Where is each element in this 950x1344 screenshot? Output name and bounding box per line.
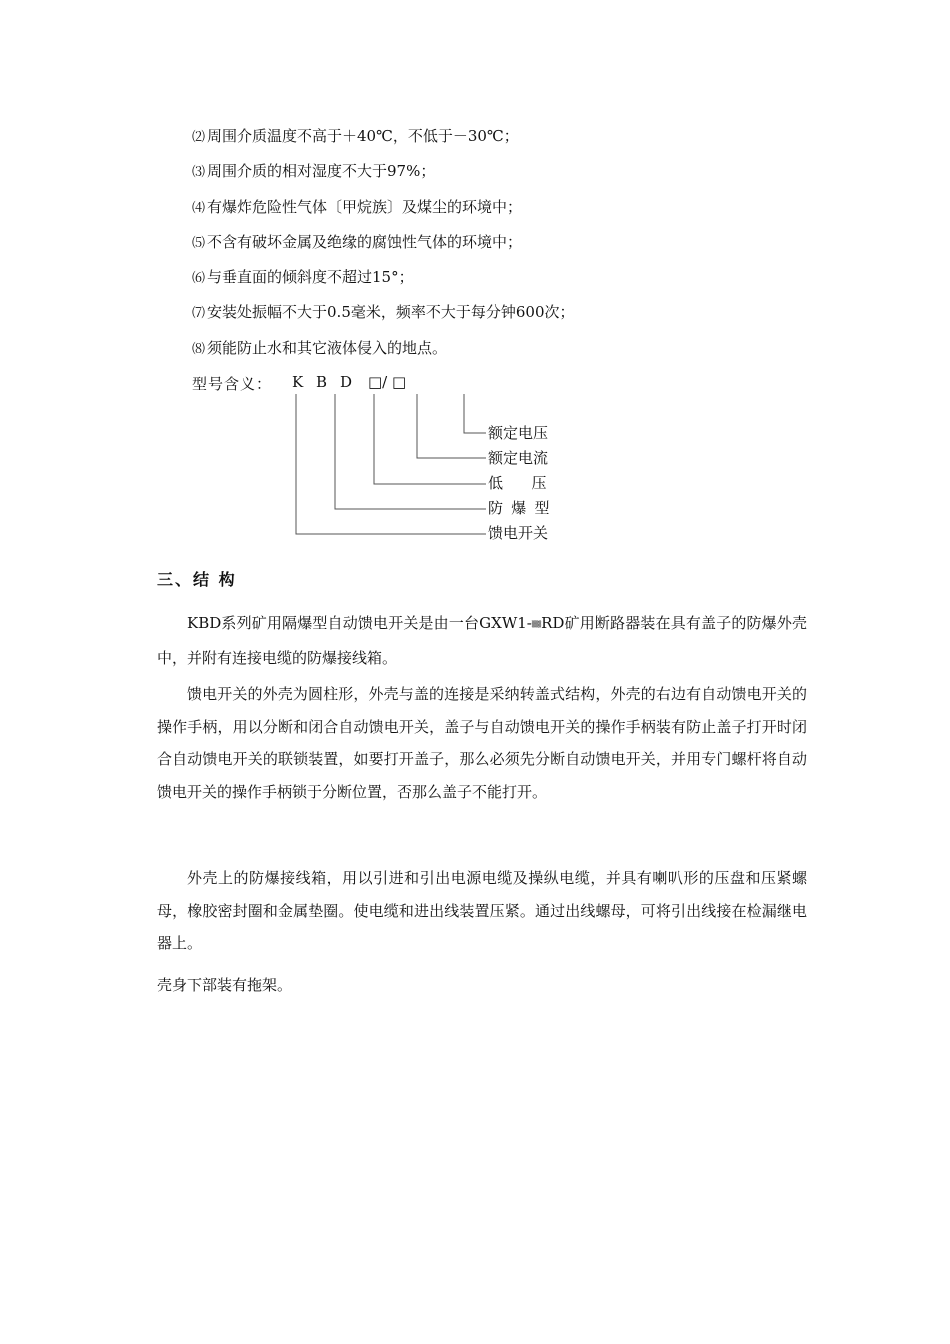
legend-feeder-switch: 馈电开关 (488, 524, 549, 542)
legend-explosion-proof: 防爆型 (488, 499, 558, 517)
model-label: 型号含义： (192, 375, 273, 393)
illegible-superscript: ▒▒ (531, 621, 542, 628)
condition-item: ⑸ 不含有破坏金属及绝缘的腐蚀性气体的环境中； (192, 233, 523, 251)
leader-line-rated-current (417, 394, 486, 458)
legend-low-voltage: 低压 (488, 474, 576, 492)
leader-line-explosion-proof (335, 394, 486, 509)
paragraph: KBD系列矿用隔爆型自动馈电开关是由一台GXW1-▒▒RD矿用断路器装在具有盖子的防爆外壳中，并附有连接电缆的防爆接线箱。 (157, 614, 807, 667)
legend-rated-voltage: 额定电压 (488, 424, 549, 442)
model-code-b: B (316, 373, 328, 391)
condition-item: ⑷ 有爆炸危险性气体〔甲烷族〕及煤尘的环境中； (192, 198, 523, 216)
model-code-d: D (340, 373, 353, 391)
paragraph: 外壳上的防爆接线箱，用以引进和引出电源电缆及操纵电缆，并具有喇叭形的压盘和压紧螺母，橡胶密封圈和金属垫圈。使电缆和进出线装置压紧。通过出线螺母，可将引出线接在检漏继电器上。 (157, 869, 807, 952)
leader-line-rated-voltage (464, 394, 486, 433)
paragraph: 壳身下部装有拖架。 (157, 976, 293, 994)
paragraph: 馈电开关的外壳为圆柱形，外壳与盖的连接是采纳转盖式结构，外壳的右边有自动馈电开关的操作手柄，用以分断和闭合自动馈电开关，盖子与自动馈电开关的操作手柄装有防止盖子打开时闭合自动馈电开关的联锁装置，如要打开盖子，那么必须先分断自动馈电开关，并用专门螺杆将自动馈电开关的操作手柄锁于分断位置，否那么盖子不能打开。 (157, 685, 807, 801)
model-code-suffix: □/ □ (368, 373, 407, 391)
legend-rated-current: 额定电流 (488, 449, 549, 467)
condition-item: ⑶ 周围介质的相对湿度不大于97%； (192, 162, 436, 180)
leader-line-low-voltage (374, 394, 486, 484)
condition-item: ⑻ 须能防止水和其它液体侵入的地点。 (192, 339, 448, 357)
model-code-k: K (292, 373, 304, 391)
condition-item: ⑹ 与垂直面的倾斜度不超过15°； (192, 268, 414, 286)
section-title: 三、结 构 (157, 570, 237, 589)
leader-line-feeder-switch (296, 394, 486, 534)
condition-item: ⑺ 安装处振幅不大于0.5毫米，频率不大于每分钟600次； (192, 303, 575, 321)
condition-item: ⑵ 周围介质温度不高于＋40℃，不低于－30℃； (192, 127, 519, 145)
